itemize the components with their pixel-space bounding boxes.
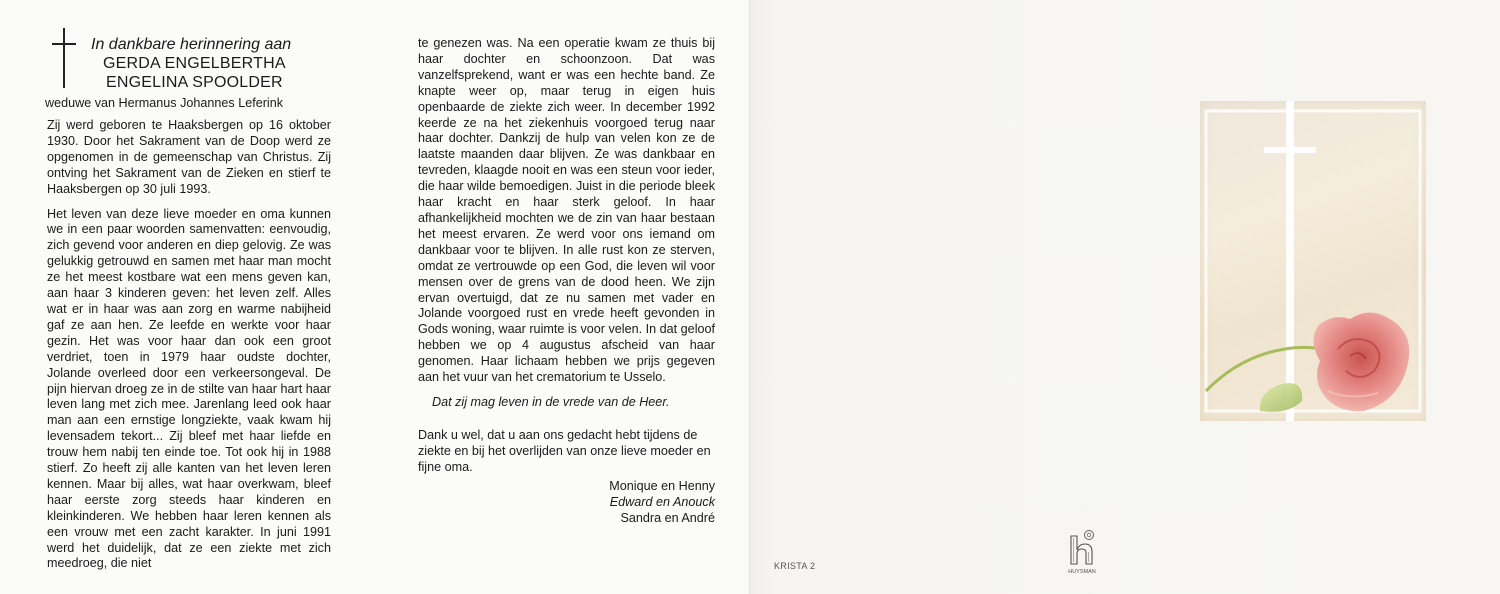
rose-cross-illustration	[1200, 101, 1426, 421]
brand-name: HUYSMAN	[1068, 569, 1096, 575]
cross-icon	[63, 28, 65, 88]
signer-line: Monique en Henny	[609, 479, 715, 493]
cross-icon-bar	[52, 43, 76, 45]
intro-line: In dankbare herinnering aan	[91, 36, 292, 53]
closing-quote: Dat zij mag leven in de vrede van de Heer.	[432, 394, 670, 409]
huysman-logo	[1065, 528, 1101, 576]
card-code: KRISTA 2	[774, 561, 816, 571]
deceased-name-line2: ENGELINA SPOOLDER	[106, 74, 283, 91]
widow-line: weduwe van Hermanus Johannes Leferink	[45, 96, 284, 110]
huysman-logo-icon	[1065, 528, 1101, 576]
thanks-paragraph: Dank u wel, dat u aan ons gedacht hebt tijdens de ziekte en bij het overlijden van onze lieve moeder en fijne oma.	[418, 427, 711, 474]
signer-line: Sandra en André	[620, 511, 715, 525]
life-paragraph: Het leven van deze lieve moeder en oma kunnen we in een paar woorden samenvatten: eenvoudig, zich gevend voor anderen en diep gelovig. Ze was gelukkig getrouwd en samen met haar man mocht ze het meest kostbare wat een mens geven kan, aan haar 3 kinderen geven: het leven zelf. Alles wat er in haar was aan zorg en warme nabijheid gaf ze aan hen. Ze leefde en werkte voor haar gezin. Het was voor haar dan ook een groot verdriet, toen in 1979 haar oudste dochter, Jolande overleed door een verkeersongeval. De pijn hiervan droeg ze in de stilte van haar hart haar leven lang met zich mee. Jarenlang leed ook haar man aan een ernstige longziekte, vaak kwam hij levensadem tekort... Zij bleef met haar liefde en trouw hem nabij ten einde toe. Tot ook hij in 1988 stierf. Zo heeft zij alle kanten van het leven leren kennen. Maar bij alles, wat haar overkwam, bleef haar eerste zorg steeds haar kinderen en kleinkinderen. We hebben haar leren kennen als een vrouw met een zacht karakter. In juni 1991 werd het duidelijk, dat ze een ziekte met zich meedroeg, die niet	[47, 206, 331, 571]
signers-block	[560, 478, 715, 526]
signer-line: Edward en Anouck	[609, 495, 715, 509]
rose-cross-icon	[1200, 101, 1426, 421]
card-fold	[748, 0, 752, 594]
birth-paragraph: Zij werd geboren te Haaksbergen op 16 oktober 1930. Door het Sakrament van de Doop werd ze opgenomen in de gemeenschap van Christus. Zij ontving het Sakrament van de Zieken en stierf te Haaksbergen op 30 juli 1993.	[47, 118, 331, 196]
illness-paragraph: te genezen was. Na een operatie kwam ze thuis bij haar dochter en schoonzoon. Dat was vanzelfsprekend, want er was een hechte band. Ze knapte weer op, maar terug in eigen huis openbaarde de ziekte zich weer. In december 1992 keerde ze na het ziekenhuis voorgoed terug naar haar dochter. Dankzij de hulp van velen kon ze de laatste maanden daar blijven. Ze was dankbaar en tevreden, klaagde nooit en was een steun voor ieder, die haar wilde bemoedigen. Juist in die periode bleek haar kracht en haar sterk geloof. In haar afhankelijkheid mochten we de zin van haar bestaan het meest ervaren. Ze werd voor ons iemand om dankbaar voor te blijven. In alle rust kon ze sterven, omdat ze vertrouwde op een God, die leven wil voor mensen over de grens van de dood heen. We zijn ervan overtuigd, dat ze nu samen met vader en Jolande voorgoed rust en vrede heeft gevonden in Gods woning, waar ruimte is voor velen. In dat geloof hebben we op 4 augustus afscheid van haar genomen. Haar lichaam hebben we prijs gegeven aan het vuur van het crematorium te Usselo.	[418, 36, 715, 385]
text-column-right	[418, 36, 715, 485]
deceased-name-line1: GERDA ENGELBERTHA	[103, 55, 286, 72]
text-column-left	[47, 118, 331, 581]
